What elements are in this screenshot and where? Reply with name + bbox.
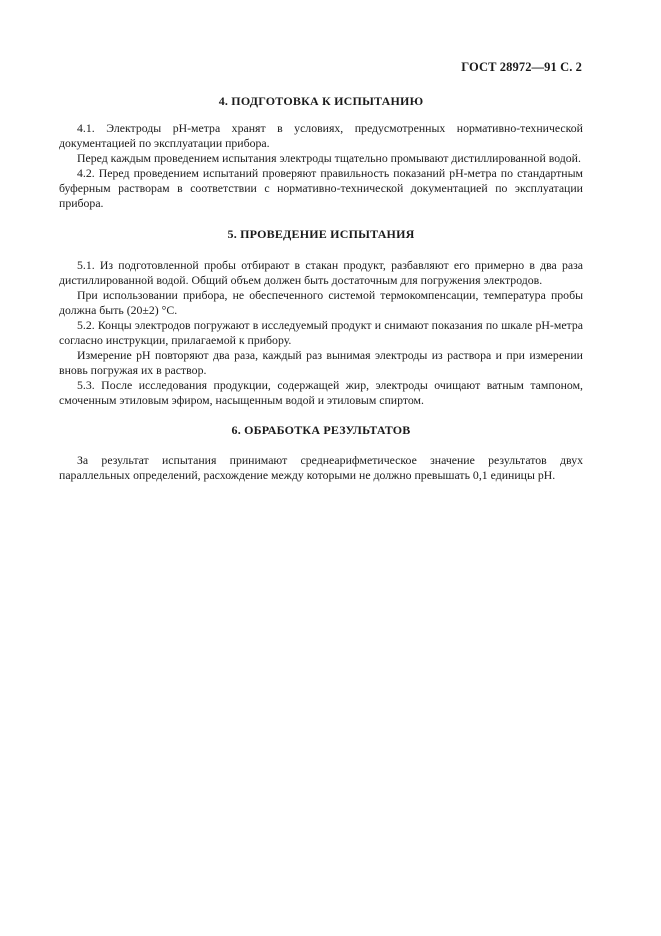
paragraph-5-3: 5.3. После исследования продукции, содержащей жир, электроды очищают ватным тампоном, смоченным этиловым эфиром, насыщенным водой и этиловым спиртом. [59,378,583,407]
paragraph-5-1: 5.1. Из подготовленной пробы отбирают в стакан продукт, разбавляют его примерно в два раза дистиллированной водой. Общий объем должен быть достаточным для погружения электродов. [59,258,583,287]
section-6 [59,423,583,483]
page-header-doc-ref: ГОСТ 28972—91 С. 2 [461,60,582,74]
paragraph-5-1-temperature: При использовании прибора, не обеспеченного системой термокомпенсации, температура пробы должна быть (20±2) °С. [59,288,583,317]
section-5 [59,227,583,408]
paragraph-5-2: 5.2. Концы электродов погружают в исследуемый продукт и снимают показания по шкале pH-метра согласно инструкции, прилагаемой к прибору. [59,318,583,347]
paragraph-5-2-repeat: Измерение pH повторяют два раза, каждый раз вынимая электроды из раствора и при измерении вновь погружая их в раствор. [59,348,583,377]
section-6-title: 6. ОБРАБОТКА РЕЗУЛЬТАТОВ [231,423,411,437]
paragraph-4-1: 4.1. Электроды pH-метра хранят в условиях, предусмотренных нормативно-технической документацией по эксплуатации прибора. [59,121,583,150]
document-body [59,94,583,483]
section-4-title: 4. ПОДГОТОВКА К ИСПЫТАНИЮ [218,94,424,108]
section-4 [59,94,583,211]
section-5-title: 5. ПРОВЕДЕНИЕ ИСПЫТАНИЯ [227,227,415,241]
paragraph-4-1-wash: Перед каждым проведением испытания электроды тщательно промывают дистиллированной водой. [77,151,581,165]
paragraph-4-2: 4.2. Перед проведением испытаний проверяют правильность показаний pH-метра по стандартным буферным растворам в соответствии с нормативно-технической документацией по эксплуатации прибора. [59,166,583,210]
paragraph-6-result: За результат испытания принимают среднеарифметическое значение результатов двух параллельных определений, расхождение между которыми не должно превышать 0,1 единицы pH. [59,453,583,482]
